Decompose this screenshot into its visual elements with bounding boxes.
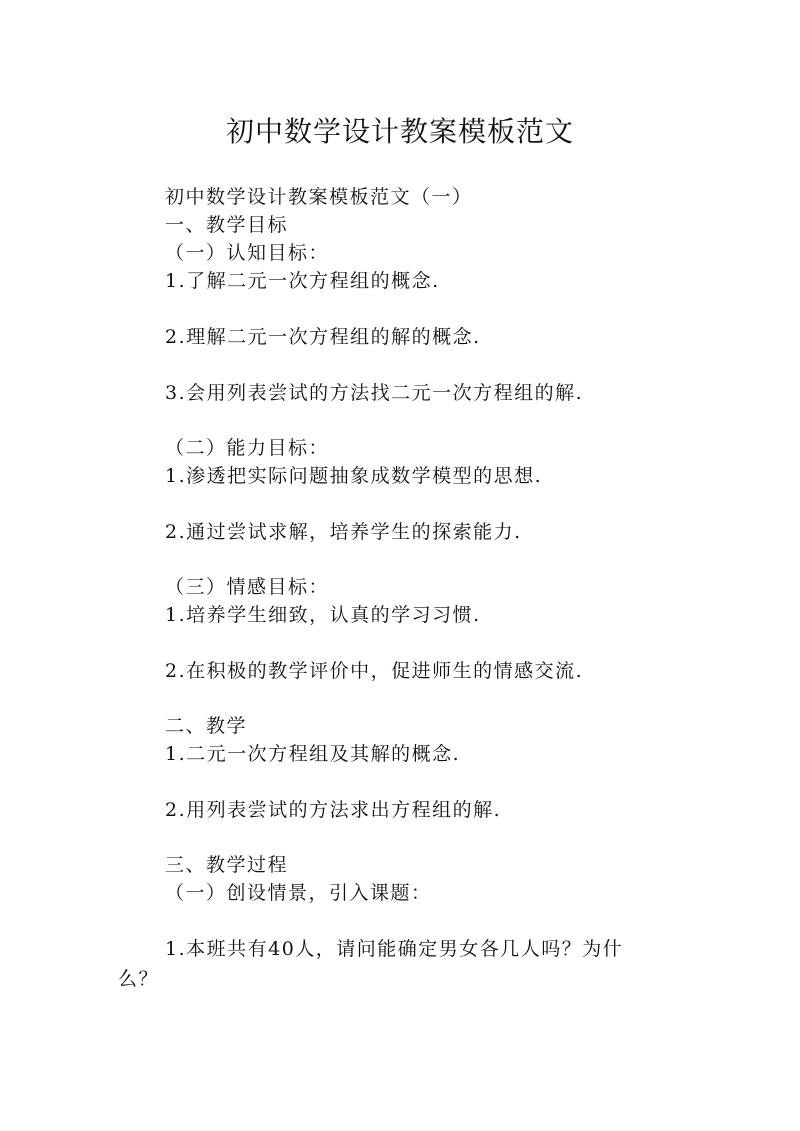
subsection-heading: （二）能力目标：	[165, 437, 330, 459]
document-title: 初中数学设计教案模板范文	[225, 115, 574, 148]
paragraph: 2.用列表尝试的方法求出方程组的解.	[165, 799, 502, 821]
paragraph: 3.会用列表尝试的方法找二元一次方程组的解.	[165, 382, 584, 404]
paragraph: 2.通过尝试求解，培养学生的探索能力.	[165, 521, 522, 543]
subsection-heading: （一）创设情景，引入课题：	[165, 882, 432, 904]
paragraph: 2.理解二元一次方程组的解的概念.	[165, 326, 481, 348]
section-heading: 三、教学过程	[165, 854, 289, 876]
subsection-heading: （一）认知目标：	[165, 242, 330, 264]
paragraph: 1.二元一次方程组及其解的概念.	[165, 743, 461, 765]
paragraph: 1.了解二元一次方程组的概念.	[165, 270, 440, 292]
section-heading: 二、教学	[165, 715, 248, 737]
paragraph: 1.培养学生细致，认真的学习习惯.	[165, 604, 481, 626]
section-heading: 初中数学设计教案模板范文（一）	[165, 186, 473, 208]
subsection-heading: （三）情感目标：	[165, 576, 330, 598]
section-heading: 一、教学目标	[165, 214, 289, 236]
paragraph: 1.渗透把实际问题抽象成数学模型的思想.	[165, 465, 543, 487]
paragraph: 2.在积极的教学评价中，促进师生的情感交流.	[165, 660, 584, 682]
paragraph: 1.本班共有40人，请问能确定男女各几人吗？为什么？	[118, 938, 624, 990]
